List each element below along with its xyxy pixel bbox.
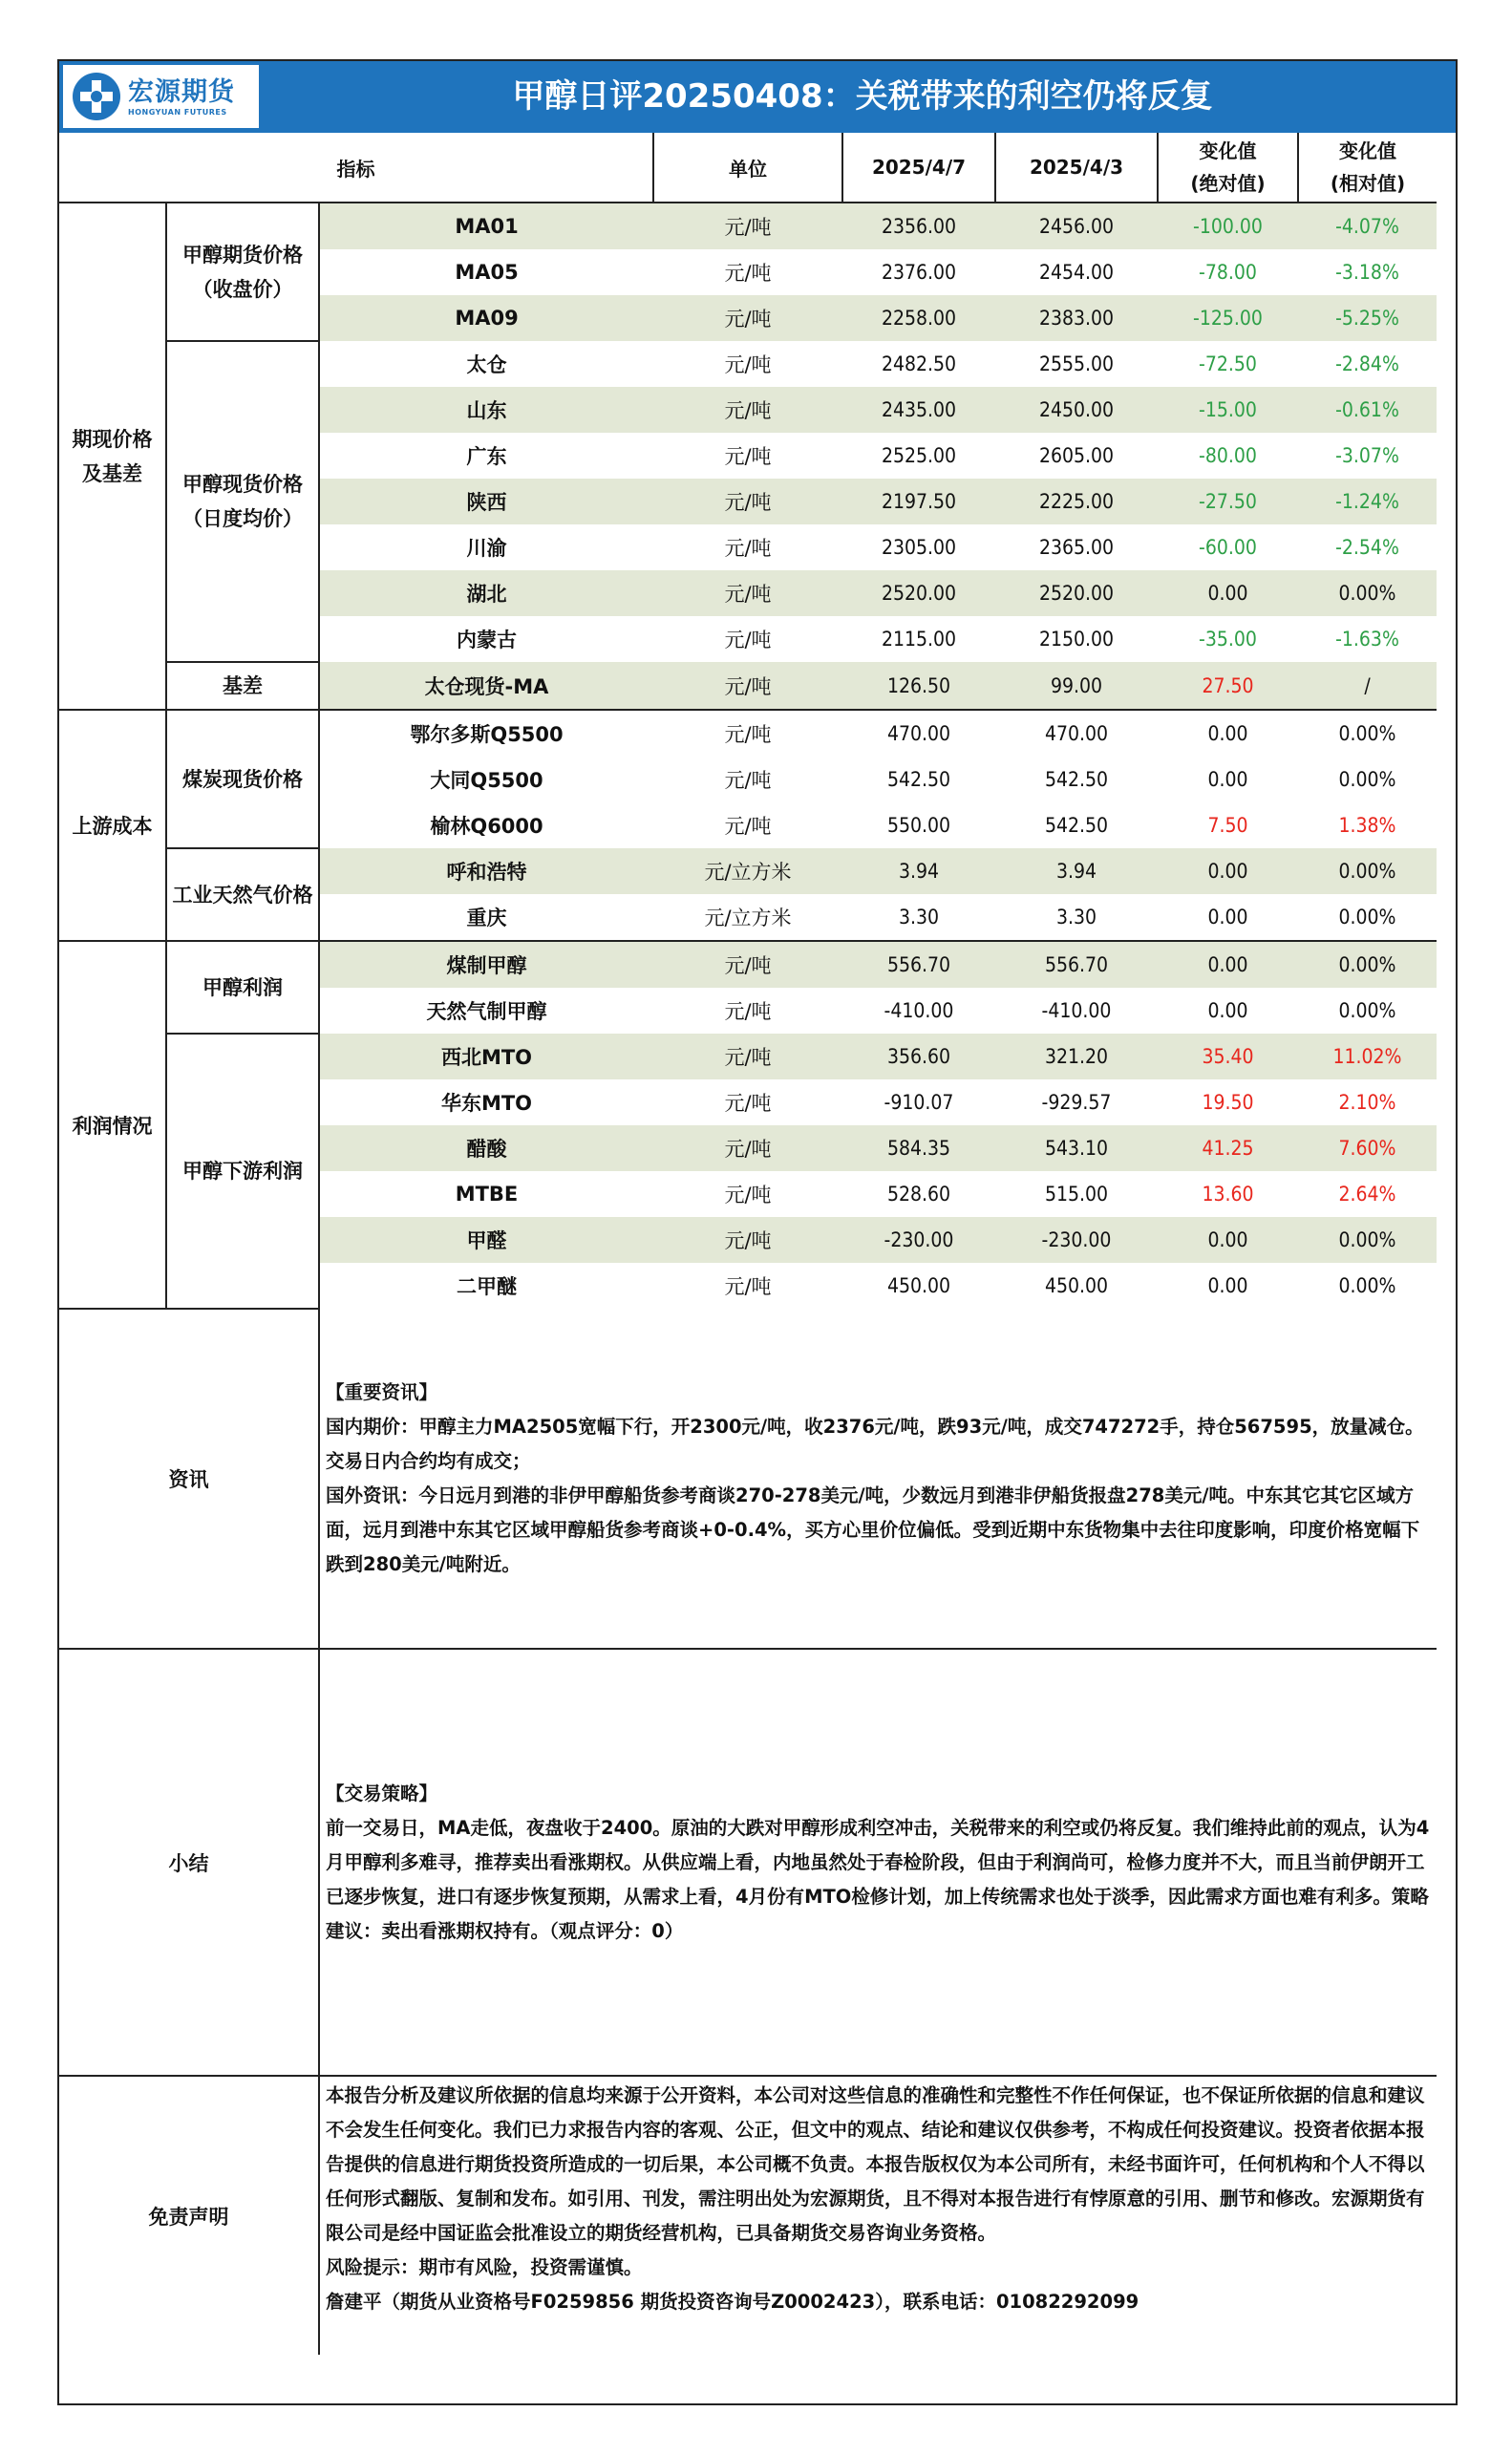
unit-cell: 元/吨 bbox=[653, 295, 842, 341]
value-previous: 2365.00 bbox=[1038, 536, 1115, 559]
summary-content bbox=[319, 1649, 1437, 2076]
unit-cell: 元/立方米 bbox=[653, 848, 842, 894]
change-absolute: -80.00 bbox=[1199, 444, 1257, 467]
change-relative: 1.38% bbox=[1338, 814, 1396, 837]
indicator-name: 榆林Q6000 bbox=[430, 815, 543, 838]
change-relative: -1.24% bbox=[1298, 479, 1437, 524]
col-header-date2: 2025/4/3 bbox=[995, 133, 1158, 203]
unit-cell: 元/吨 bbox=[653, 1034, 842, 1079]
report-header bbox=[59, 61, 1456, 133]
value-previous: 542.50 bbox=[1044, 814, 1109, 837]
unit-cell: 元/吨 bbox=[653, 570, 842, 616]
indicator-name: 醋酸 bbox=[319, 1125, 653, 1171]
col-header-indicator: 指标 bbox=[59, 133, 653, 203]
change-absolute: 0.00 bbox=[1158, 894, 1298, 941]
value-previous: 321.20 bbox=[995, 1034, 1158, 1079]
change-relative: -4.07% bbox=[1298, 203, 1437, 249]
news-content bbox=[319, 1309, 1437, 1649]
value-previous: 2454.00 bbox=[1038, 261, 1115, 284]
value-current: -910.07 bbox=[884, 1091, 954, 1114]
value-current: 2525.00 bbox=[881, 444, 957, 467]
data-table bbox=[59, 133, 1437, 2355]
indicator-name: 二甲醚 bbox=[457, 1275, 517, 1298]
indicator-name: MA09 bbox=[319, 295, 653, 341]
change-relative: 11.02% bbox=[1298, 1034, 1437, 1079]
value-previous: 2150.00 bbox=[1038, 628, 1115, 651]
indicator-name: MTBE bbox=[455, 1183, 519, 1206]
value-current: 450.00 bbox=[886, 1274, 951, 1297]
value-previous: -410.00 bbox=[1041, 999, 1112, 1022]
unit-cell: 元/吨 bbox=[724, 723, 772, 746]
news-foreign: 国外资讯：今日远月到港的非伊甲醇船货参考商谈270-278美元/吨，少数远月到港非伊船货报盘278美元/吨。中东其它其它区域方面，远月到港中东其它区域甲醇船货参考商谈+0-0.4%，买方心里价位偏低。受到近期中东货物集中去往印度影响，印度价格宽幅下跌到280美元/吨附近。 bbox=[326, 1484, 1420, 1575]
company-logo bbox=[63, 65, 259, 128]
indicator-name: 重庆 bbox=[319, 894, 653, 941]
change-relative: 0.00% bbox=[1338, 1274, 1396, 1297]
indicator-name: 华东MTO bbox=[440, 1092, 533, 1115]
unit-cell: 元/吨 bbox=[724, 353, 772, 376]
value-previous: 556.70 bbox=[995, 941, 1158, 988]
table-row bbox=[59, 662, 1437, 710]
value-current: 126.50 bbox=[842, 662, 995, 710]
value-previous: 2605.00 bbox=[1038, 444, 1115, 467]
change-absolute: -27.50 bbox=[1158, 479, 1298, 524]
value-current: 2482.50 bbox=[881, 352, 957, 375]
disclaimer-label: 免责声明 bbox=[59, 2076, 319, 2355]
value-current: 2197.50 bbox=[842, 479, 995, 524]
unit-cell: 元/吨 bbox=[724, 815, 772, 838]
subgroup-label-gas: 工业天然气价格 bbox=[166, 848, 319, 941]
change-absolute: -72.50 bbox=[1199, 352, 1257, 375]
unit-cell: 元/吨 bbox=[724, 769, 772, 792]
col-header-abs-change bbox=[1158, 133, 1298, 203]
change-absolute: 41.25 bbox=[1158, 1125, 1298, 1171]
logo-chinese-name: 宏源期货 bbox=[128, 76, 235, 107]
news-label: 资讯 bbox=[59, 1309, 319, 1649]
change-relative: / bbox=[1298, 662, 1437, 710]
news-heading: 【重要资讯】 bbox=[326, 1380, 438, 1403]
change-absolute: -78.00 bbox=[1199, 261, 1257, 284]
subgroup-label-spot: 甲醇现货价格（日度均价） bbox=[166, 341, 319, 662]
subgroup-label-basis: 基差 bbox=[166, 662, 319, 710]
change-relative: 2.10% bbox=[1338, 1091, 1396, 1114]
col-header-abs-line1: 变化值 bbox=[1199, 139, 1257, 162]
value-previous: 2456.00 bbox=[995, 203, 1158, 249]
indicator-name: 川渝 bbox=[466, 537, 507, 560]
change-absolute: 19.50 bbox=[1202, 1091, 1254, 1114]
col-header-rel-change bbox=[1298, 133, 1437, 203]
value-previous: 2383.00 bbox=[995, 295, 1158, 341]
value-current: 542.50 bbox=[886, 768, 951, 791]
risk-notice: 风险提示：期市有风险，投资需谨慎。 bbox=[326, 2256, 643, 2278]
unit-cell: 元/吨 bbox=[724, 629, 772, 651]
indicator-name: 陕西 bbox=[319, 479, 653, 524]
group-label-g-upstream: 上游成本 bbox=[59, 710, 166, 941]
value-current: 528.60 bbox=[886, 1183, 951, 1206]
change-relative: 0.00% bbox=[1338, 722, 1396, 745]
unit-cell: 元/吨 bbox=[653, 941, 842, 988]
value-previous: -929.57 bbox=[1041, 1091, 1112, 1114]
table-row bbox=[59, 203, 1437, 249]
indicator-name: 内蒙古 bbox=[457, 629, 517, 651]
value-current: -230.00 bbox=[842, 1217, 995, 1263]
table-row bbox=[59, 1034, 1437, 1079]
change-absolute: 7.50 bbox=[1207, 814, 1248, 837]
col-header-rel-line2: (相对值) bbox=[1330, 172, 1406, 195]
unit-cell: 元/吨 bbox=[653, 662, 842, 710]
indicator-name: 呼和浩特 bbox=[319, 848, 653, 894]
change-absolute: -125.00 bbox=[1158, 295, 1298, 341]
summary-label: 小结 bbox=[59, 1649, 319, 2076]
table-row bbox=[59, 848, 1437, 894]
unit-cell: 元/吨 bbox=[724, 1092, 772, 1115]
change-absolute: -15.00 bbox=[1158, 387, 1298, 433]
change-relative: 0.00% bbox=[1298, 848, 1437, 894]
change-relative: -3.18% bbox=[1335, 261, 1399, 284]
indicator-name: 山东 bbox=[319, 387, 653, 433]
value-previous: 3.30 bbox=[995, 894, 1158, 941]
disclaimer-body: 本报告分析及建议所依据的信息均来源于公开资料，本公司对这些信息的准确性和完整性不作任何保证，也不保证所依据的信息和建议不会发生任何变化。我们已力求报告内容的客观、公正，但文中的观点、结论和建议仅供参考，不构成任何投资建议。投资者依据本报告提供的信息进行期货投资所造成的一切后果，本公司概不负责。本报告版权仅为本公司所有，未经书面许可，任何机构和个人不得以任何形式翻版、复制和发布。如引用、刊发，需注明出处为宏源期货，且不得对本报告进行有悖原意的引用、删节和修改。宏源期货有限公司是经中国证监会批准设立的期货经营机构，已具备期货交易咨询业务资格。 bbox=[326, 2084, 1425, 2244]
change-relative: -2.84% bbox=[1335, 352, 1399, 375]
change-relative: 0.00% bbox=[1298, 894, 1437, 941]
value-current: 584.35 bbox=[842, 1125, 995, 1171]
value-previous: 543.10 bbox=[995, 1125, 1158, 1171]
analyst-info: 詹建平（期货从业资格号F0259856 期货投资咨询号Z0002423），联系电话：01082292099 bbox=[326, 2291, 1139, 2313]
value-current: 3.30 bbox=[842, 894, 995, 941]
change-absolute: 0.00 bbox=[1207, 768, 1248, 791]
change-relative: 0.00% bbox=[1338, 768, 1396, 791]
value-current: 2356.00 bbox=[842, 203, 995, 249]
hongyuan-logo-icon bbox=[71, 71, 122, 122]
value-previous: -230.00 bbox=[995, 1217, 1158, 1263]
table-row bbox=[59, 710, 1437, 757]
unit-cell: 元/吨 bbox=[724, 1184, 772, 1206]
subgroup-label-coal: 煤炭现货价格 bbox=[166, 710, 319, 848]
unit-cell: 元/吨 bbox=[653, 387, 842, 433]
logo-english-name: HONGYUAN FUTURES bbox=[128, 107, 227, 117]
indicator-name: MA05 bbox=[455, 261, 519, 284]
indicator-name: 甲醛 bbox=[319, 1217, 653, 1263]
value-current: 3.94 bbox=[842, 848, 995, 894]
indicator-name: 天然气制甲醇 bbox=[426, 1000, 547, 1023]
value-current: 356.60 bbox=[842, 1034, 995, 1079]
value-current: -410.00 bbox=[884, 999, 954, 1022]
indicator-name: 太仓现货-MA bbox=[319, 662, 653, 710]
value-previous: 450.00 bbox=[1044, 1274, 1109, 1297]
value-previous: 470.00 bbox=[1044, 722, 1109, 745]
summary-heading: 【交易策略】 bbox=[326, 1782, 438, 1804]
value-current: 556.70 bbox=[842, 941, 995, 988]
group-label-g-profit: 利润情况 bbox=[59, 941, 166, 1309]
value-current: 550.00 bbox=[886, 814, 951, 837]
change-absolute: 13.60 bbox=[1202, 1183, 1254, 1206]
disclaimer-content bbox=[319, 2076, 1437, 2355]
indicator-name: MA01 bbox=[319, 203, 653, 249]
change-absolute: 27.50 bbox=[1158, 662, 1298, 710]
change-relative: 0.00% bbox=[1298, 570, 1437, 616]
table-header-row bbox=[59, 133, 1437, 203]
change-relative: 7.60% bbox=[1298, 1125, 1437, 1171]
daily-report-sheet bbox=[57, 59, 1458, 2405]
change-relative: -2.54% bbox=[1335, 536, 1399, 559]
indicator-name: 西北MTO bbox=[319, 1034, 653, 1079]
indicator-name: 煤制甲醇 bbox=[319, 941, 653, 988]
indicator-name: 太仓 bbox=[466, 353, 507, 376]
report-title: 甲醇日评20250408：关税带来的利空仍将反复 bbox=[512, 77, 1213, 116]
subgroup-label-futures: 甲醇期货价格（收盘价） bbox=[166, 203, 319, 341]
news-domestic: 国内期价：甲醇主力MA2505宽幅下行，开2300元/吨，收2376元/吨，跌93元/吨，成交747272手，持仓567595，放量减仓。交易日内合约均有成交； bbox=[326, 1415, 1424, 1472]
unit-cell: 元/吨 bbox=[724, 445, 772, 468]
change-relative: -0.61% bbox=[1298, 387, 1437, 433]
unit-cell: 元/立方米 bbox=[653, 894, 842, 941]
change-relative: -5.25% bbox=[1298, 295, 1437, 341]
col-header-unit: 单位 bbox=[653, 133, 842, 203]
change-absolute: -100.00 bbox=[1158, 203, 1298, 249]
value-current: 2520.00 bbox=[842, 570, 995, 616]
unit-cell: 元/吨 bbox=[724, 1000, 772, 1023]
value-current: 2115.00 bbox=[881, 628, 957, 651]
unit-cell: 元/吨 bbox=[653, 1217, 842, 1263]
value-current: 2376.00 bbox=[881, 261, 957, 284]
change-absolute: 0.00 bbox=[1158, 1217, 1298, 1263]
change-absolute: 0.00 bbox=[1207, 999, 1248, 1022]
value-previous: 99.00 bbox=[995, 662, 1158, 710]
unit-cell: 元/吨 bbox=[653, 1125, 842, 1171]
value-previous: 2520.00 bbox=[995, 570, 1158, 616]
indicator-name: 鄂尔多斯Q5500 bbox=[410, 723, 564, 746]
summary-body: 前一交易日，MA走低，夜盘收于2400。原油的大跌对甲醇形成利空冲击，关税带来的利空或仍将反复。我们维持此前的观点，认为4月甲醇利多难寻，推荐卖出看涨期权。从供应端上看，内地虽然处于春检阶段，但由于利润尚可，检修力度并不大，而且当前伊朗开工已逐步恢复，进口有逐步恢复预期，从需求上看，4月份有MTO检修计划，加上传统需求也处于淡季，因此需求方面也难有利多。策略建议：卖出看涨期权持有。（观点评分：0） bbox=[326, 1816, 1430, 1942]
value-current: 2435.00 bbox=[842, 387, 995, 433]
indicator-name: 广东 bbox=[466, 445, 507, 468]
subgroup-label-downstream-profit: 甲醇下游利润 bbox=[166, 1034, 319, 1309]
unit-cell: 元/吨 bbox=[653, 479, 842, 524]
value-previous: 2450.00 bbox=[995, 387, 1158, 433]
change-relative: 0.00% bbox=[1338, 999, 1396, 1022]
group-label-g-price-basis: 期现价格及基差 bbox=[59, 203, 166, 710]
change-absolute: 0.00 bbox=[1158, 570, 1298, 616]
col-header-date1: 2025/4/7 bbox=[842, 133, 995, 203]
unit-cell: 元/吨 bbox=[653, 203, 842, 249]
value-previous: 515.00 bbox=[1044, 1183, 1109, 1206]
change-absolute: 0.00 bbox=[1207, 722, 1248, 745]
change-relative: 0.00% bbox=[1298, 1217, 1437, 1263]
indicator-name: 大同Q5500 bbox=[430, 769, 543, 792]
col-header-rel-line1: 变化值 bbox=[1339, 139, 1396, 162]
table-row bbox=[59, 941, 1437, 988]
unit-cell: 元/吨 bbox=[724, 262, 772, 285]
value-previous: 542.50 bbox=[1044, 768, 1109, 791]
indicator-name: 湖北 bbox=[319, 570, 653, 616]
change-absolute: -60.00 bbox=[1199, 536, 1257, 559]
change-absolute: 0.00 bbox=[1158, 848, 1298, 894]
value-previous: 2555.00 bbox=[1038, 352, 1115, 375]
change-relative: 0.00% bbox=[1298, 941, 1437, 988]
change-absolute: 0.00 bbox=[1158, 941, 1298, 988]
change-absolute: -35.00 bbox=[1199, 628, 1257, 651]
value-current: 470.00 bbox=[886, 722, 951, 745]
value-current: 2258.00 bbox=[842, 295, 995, 341]
table-row bbox=[59, 341, 1437, 387]
unit-cell: 元/吨 bbox=[724, 1275, 772, 1298]
value-current: 2305.00 bbox=[881, 536, 957, 559]
col-header-abs-line2: (绝对值) bbox=[1190, 172, 1266, 195]
change-relative: -1.63% bbox=[1335, 628, 1399, 651]
change-relative: -3.07% bbox=[1335, 444, 1399, 467]
change-absolute: 0.00 bbox=[1207, 1274, 1248, 1297]
change-absolute: 35.40 bbox=[1158, 1034, 1298, 1079]
subgroup-label-methanol-profit: 甲醇利润 bbox=[166, 941, 319, 1034]
value-previous: 2225.00 bbox=[995, 479, 1158, 524]
change-relative: 2.64% bbox=[1338, 1183, 1396, 1206]
value-previous: 3.94 bbox=[995, 848, 1158, 894]
unit-cell: 元/吨 bbox=[724, 537, 772, 560]
